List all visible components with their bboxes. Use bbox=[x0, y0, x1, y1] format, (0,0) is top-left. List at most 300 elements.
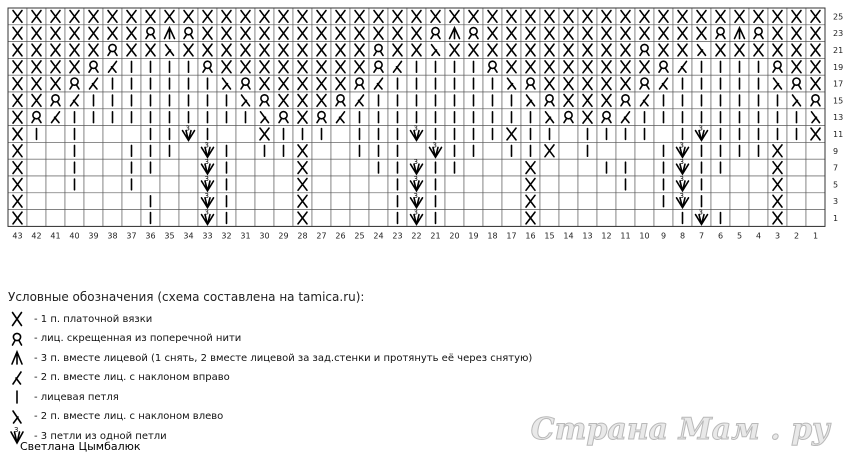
three-from-one-cell bbox=[407, 209, 426, 227]
knit-stitch-cell bbox=[635, 126, 654, 143]
crossed-stitch-cell bbox=[616, 25, 635, 42]
knit-stitch-cell bbox=[350, 109, 369, 126]
empty-cell bbox=[806, 142, 825, 159]
crossed-stitch-cell bbox=[483, 25, 502, 42]
crossed-stitch-cell bbox=[597, 25, 616, 42]
knit-stitch-cell bbox=[445, 159, 464, 176]
empty-cell bbox=[483, 142, 502, 159]
knit-stitch-cell bbox=[730, 58, 749, 75]
crossed-stitch-cell bbox=[312, 25, 331, 42]
empty-cell bbox=[749, 193, 768, 210]
column-label: 2 bbox=[793, 231, 800, 241]
legend-text: - лицевая петля bbox=[34, 391, 119, 403]
svg-text:3: 3 bbox=[413, 175, 418, 183]
crossed-stitch-cell bbox=[8, 210, 27, 227]
knit-stitch-cell bbox=[692, 109, 711, 126]
crossed-stitch-cell bbox=[331, 25, 350, 42]
knit-stitch-cell bbox=[141, 142, 160, 159]
empty-cell bbox=[255, 193, 274, 210]
crossed-stitch-cell bbox=[274, 8, 293, 25]
knit-stitch-cell bbox=[65, 126, 84, 143]
column-label: 26 bbox=[335, 231, 346, 241]
k2tog-left-icon bbox=[8, 408, 30, 426]
crossed-stitch-cell bbox=[8, 92, 27, 109]
crossed-stitch-cell bbox=[198, 25, 217, 42]
crossed-stitch-cell bbox=[654, 8, 673, 25]
three-together-icon bbox=[8, 349, 30, 367]
empty-cell bbox=[331, 159, 350, 176]
twisted-knit-cell bbox=[369, 42, 388, 59]
crossed-stitch-cell bbox=[312, 75, 331, 92]
crossed-stitch-cell bbox=[350, 25, 369, 42]
svg-text:3: 3 bbox=[679, 175, 684, 183]
knit-stitch-cell bbox=[160, 92, 179, 109]
knit-stitch-cell bbox=[692, 142, 711, 159]
empty-cell bbox=[122, 210, 141, 227]
knit-stitch-cell bbox=[445, 126, 464, 143]
crossed-stitch-cell bbox=[217, 8, 236, 25]
empty-cell bbox=[65, 193, 84, 210]
crossed-stitch-cell bbox=[426, 8, 445, 25]
crossed-stitch-cell bbox=[27, 42, 46, 59]
knit-stitch-cell bbox=[103, 92, 122, 109]
knit-stitch-cell bbox=[464, 75, 483, 92]
column-label: 24 bbox=[373, 231, 384, 241]
knit-stitch-cell bbox=[198, 75, 217, 92]
twisted-knit-cell bbox=[768, 58, 787, 75]
column-label: 18 bbox=[487, 231, 498, 241]
crossed-stitch-cell bbox=[673, 42, 692, 59]
column-label: 4 bbox=[755, 231, 762, 241]
crossed-stitch-cell bbox=[806, 75, 825, 92]
crossed-stitch-cell bbox=[445, 42, 464, 59]
empty-cell bbox=[502, 176, 521, 193]
crossed-stitch-cell bbox=[768, 142, 787, 159]
crossed-stitch-cell bbox=[483, 8, 502, 25]
empty-cell bbox=[502, 193, 521, 210]
three-from-one-cell bbox=[692, 209, 711, 227]
crossed-stitch-cell bbox=[179, 8, 198, 25]
twisted-knit-cell bbox=[635, 42, 654, 59]
three-from-one-cell bbox=[198, 158, 217, 176]
empty-cell bbox=[255, 176, 274, 193]
knit-stitch-cell bbox=[217, 92, 236, 109]
empty-cell bbox=[236, 126, 255, 143]
crossed-stitch-cell bbox=[635, 8, 654, 25]
knit-stitch-cell bbox=[711, 159, 730, 176]
empty-cell bbox=[46, 159, 65, 176]
crossed-stitch-cell bbox=[65, 25, 84, 42]
empty-cell bbox=[730, 193, 749, 210]
knit-stitch-cell bbox=[426, 109, 445, 126]
empty-cell bbox=[84, 176, 103, 193]
knit-stitch-cell bbox=[426, 176, 445, 193]
twisted-knit-cell bbox=[711, 25, 730, 42]
twisted-knit-cell bbox=[464, 25, 483, 42]
empty-cell bbox=[103, 193, 122, 210]
empty-cell bbox=[350, 176, 369, 193]
crossed-stitch-cell bbox=[46, 42, 65, 59]
crossed-stitch-cell bbox=[236, 42, 255, 59]
crossed-stitch-cell bbox=[654, 42, 673, 59]
empty-cell bbox=[331, 142, 350, 159]
knit-stitch-cell bbox=[521, 109, 540, 126]
knit-stitch-cell bbox=[179, 75, 198, 92]
crossed-stitch-cell bbox=[597, 8, 616, 25]
knit-stitch-cell bbox=[711, 126, 730, 143]
svg-text:3: 3 bbox=[204, 208, 209, 217]
crossed-stitch-cell bbox=[8, 193, 27, 210]
empty-cell bbox=[483, 193, 502, 210]
empty-cell bbox=[350, 159, 369, 176]
column-label: 40 bbox=[69, 231, 80, 241]
crossed-stitch-cell bbox=[521, 176, 540, 193]
svg-text:3: 3 bbox=[185, 124, 190, 133]
knit-stitch-cell bbox=[141, 109, 160, 126]
k2tog-left-cell bbox=[255, 109, 274, 126]
svg-text:3: 3 bbox=[204, 158, 209, 167]
knit-stitch-cell bbox=[692, 193, 711, 210]
crossed-stitch-cell bbox=[293, 92, 312, 109]
crossed-stitch-cell bbox=[464, 8, 483, 25]
crossed-stitch-cell bbox=[27, 58, 46, 75]
crossed-stitch-cell bbox=[578, 109, 597, 126]
empty-cell bbox=[236, 176, 255, 193]
knit-stitch-cell bbox=[445, 92, 464, 109]
crossed-stitch-cell bbox=[407, 25, 426, 42]
crossed-stitch-cell bbox=[616, 8, 635, 25]
knit-stitch-cell bbox=[578, 142, 597, 159]
knit-stitch-cell bbox=[521, 126, 540, 143]
knit-stitch-cell bbox=[464, 92, 483, 109]
crossed-stitch-cell bbox=[8, 8, 27, 25]
empty-cell bbox=[597, 193, 616, 210]
twisted-knit-cell bbox=[255, 92, 274, 109]
empty-cell bbox=[597, 210, 616, 227]
crossed-stitch-cell bbox=[236, 58, 255, 75]
k2tog-left-cell bbox=[787, 92, 806, 109]
svg-text:3: 3 bbox=[413, 124, 418, 133]
knit-stitch-cell bbox=[122, 92, 141, 109]
crossed-stitch-cell bbox=[160, 8, 179, 25]
crossed-stitch-cell bbox=[673, 25, 692, 42]
crossed-stitch-cell bbox=[84, 42, 103, 59]
empty-cell bbox=[407, 142, 426, 159]
knit-stitch-cell bbox=[84, 109, 103, 126]
crossed-stitch-cell bbox=[293, 8, 312, 25]
k2tog-right-icon bbox=[8, 369, 30, 387]
row-label: 13 bbox=[833, 113, 844, 123]
crossed-stitch-cell bbox=[502, 42, 521, 59]
twisted-knit-cell bbox=[103, 42, 122, 59]
row-label: 25 bbox=[833, 12, 844, 22]
knit-stitch-cell bbox=[730, 126, 749, 143]
empty-cell bbox=[122, 193, 141, 210]
empty-cell bbox=[160, 193, 179, 210]
empty-cell bbox=[654, 210, 673, 227]
empty-cell bbox=[654, 126, 673, 143]
column-label: 14 bbox=[563, 231, 574, 241]
row-label: 5 bbox=[833, 180, 839, 190]
crossed-stitch-cell bbox=[255, 75, 274, 92]
knit-stitch-cell bbox=[141, 92, 160, 109]
knit-stitch-cell bbox=[711, 58, 730, 75]
crossed-stitch-cell bbox=[217, 58, 236, 75]
knit-stitch-cell bbox=[388, 126, 407, 143]
crossed-stitch-cell bbox=[217, 25, 236, 42]
crossed-stitch-cell bbox=[46, 58, 65, 75]
empty-cell bbox=[350, 210, 369, 227]
crossed-stitch-cell bbox=[559, 92, 578, 109]
crossed-stitch-cell bbox=[559, 58, 578, 75]
knit-stitch-cell bbox=[768, 109, 787, 126]
crossed-stitch-cell bbox=[711, 42, 730, 59]
crossed-stitch-cell bbox=[350, 58, 369, 75]
knit-stitch-cell bbox=[597, 159, 616, 176]
empty-cell bbox=[369, 193, 388, 210]
crossed-stitch-cell bbox=[293, 75, 312, 92]
empty-cell bbox=[274, 193, 293, 210]
crossed-stitch-cell bbox=[521, 193, 540, 210]
crossed-stitch-cell bbox=[8, 25, 27, 42]
empty-cell bbox=[84, 159, 103, 176]
crossed-stitch-cell bbox=[331, 8, 350, 25]
empty-cell bbox=[806, 193, 825, 210]
crossed-stitch-cell bbox=[768, 8, 787, 25]
knit-stitch-cell bbox=[217, 109, 236, 126]
column-label: 21 bbox=[430, 231, 441, 241]
knit-stitch-cell bbox=[350, 126, 369, 143]
knit-stitch-cell bbox=[369, 126, 388, 143]
empty-cell bbox=[103, 210, 122, 227]
column-label: 34 bbox=[183, 231, 194, 241]
knit-stitch-cell bbox=[312, 126, 331, 143]
knit-stitch-cell bbox=[730, 142, 749, 159]
empty-cell bbox=[749, 210, 768, 227]
crossed-stitch-cell bbox=[103, 25, 122, 42]
column-label: 12 bbox=[601, 231, 612, 241]
crossed-stitch-cell bbox=[464, 42, 483, 59]
crossed-stitch-cell bbox=[312, 8, 331, 25]
crossed-stitch-cell bbox=[255, 126, 274, 143]
knit-stitch-cell bbox=[711, 210, 730, 227]
knit-stitch-cell bbox=[179, 109, 198, 126]
crossed-stitch-cell bbox=[578, 25, 597, 42]
knit-stitch-cell bbox=[426, 126, 445, 143]
column-label: 38 bbox=[107, 231, 118, 241]
knit-stitch-cell bbox=[692, 176, 711, 193]
knit-stitch-cell bbox=[673, 210, 692, 227]
crossed-stitch-cell bbox=[521, 8, 540, 25]
knit-stitch-cell bbox=[635, 109, 654, 126]
crossed-stitch-cell bbox=[46, 25, 65, 42]
empty-cell bbox=[27, 142, 46, 159]
crossed-stitch-cell bbox=[521, 210, 540, 227]
empty-cell bbox=[559, 126, 578, 143]
knit-stitch-cell bbox=[426, 159, 445, 176]
three-from-one-cell bbox=[673, 158, 692, 176]
k2tog-right-cell bbox=[350, 92, 369, 109]
k2tog-right-cell bbox=[369, 75, 388, 92]
row-label: 21 bbox=[833, 46, 844, 55]
empty-cell bbox=[179, 193, 198, 210]
knit-stitch-cell bbox=[141, 126, 160, 143]
empty-cell bbox=[160, 159, 179, 176]
crossed-stitch-cell bbox=[502, 58, 521, 75]
svg-text:3: 3 bbox=[698, 124, 703, 133]
knit-stitch-cell bbox=[654, 159, 673, 176]
empty-cell bbox=[730, 176, 749, 193]
column-label: 6 bbox=[717, 231, 724, 241]
knit-stitch-cell bbox=[122, 58, 141, 75]
empty-cell bbox=[445, 210, 464, 227]
column-label: 37 bbox=[126, 231, 137, 241]
crossed-stitch-cell bbox=[8, 142, 27, 159]
k2tog-left-cell bbox=[160, 42, 179, 59]
crossed-stitch-cell bbox=[27, 92, 46, 109]
knit-stitch-cell bbox=[464, 58, 483, 75]
k2tog-left-cell bbox=[236, 92, 255, 109]
crossed-stitch-cell bbox=[540, 58, 559, 75]
three-from-one-cell bbox=[692, 125, 711, 143]
knit-stitch-cell bbox=[654, 92, 673, 109]
twisted-knit-cell bbox=[749, 25, 768, 42]
empty-cell bbox=[84, 142, 103, 159]
crossed-stitch-cell bbox=[654, 25, 673, 42]
svg-text:3: 3 bbox=[204, 191, 209, 200]
knit-stitch-cell bbox=[445, 75, 464, 92]
svg-text:3: 3 bbox=[413, 191, 418, 200]
crossed-stitch-cell bbox=[407, 8, 426, 25]
knit-stitch-cell bbox=[236, 109, 255, 126]
knit-stitch-cell bbox=[711, 142, 730, 159]
crossed-stitch-cell bbox=[141, 8, 160, 25]
svg-text:3: 3 bbox=[679, 141, 684, 150]
twisted-knit-cell bbox=[559, 109, 578, 126]
row-label: 9 bbox=[833, 146, 839, 156]
crossed-stitch-cell bbox=[673, 8, 692, 25]
svg-text:3: 3 bbox=[679, 191, 684, 200]
crossed-stitch-cell bbox=[445, 8, 464, 25]
empty-cell bbox=[635, 142, 654, 159]
crossed-stitch-cell bbox=[8, 75, 27, 92]
knit-stitch-cell bbox=[768, 126, 787, 143]
crossed-stitch-cell bbox=[293, 159, 312, 176]
knit-stitch-cell bbox=[540, 126, 559, 143]
empty-cell bbox=[464, 159, 483, 176]
twisted-knit-cell bbox=[236, 75, 255, 92]
crossed-stitch-cell bbox=[749, 8, 768, 25]
crossed-stitch-cell bbox=[293, 58, 312, 75]
knit-stitch-cell bbox=[673, 75, 692, 92]
legend-text: - лиц. скрещенная из поперечной нити bbox=[34, 333, 242, 344]
column-label: 41 bbox=[50, 231, 61, 241]
empty-cell bbox=[730, 210, 749, 227]
knit-stitch-cell bbox=[426, 58, 445, 75]
svg-text:3: 3 bbox=[14, 427, 19, 434]
knit-stitch-cell bbox=[84, 92, 103, 109]
empty-cell bbox=[331, 193, 350, 210]
empty-cell bbox=[236, 210, 255, 227]
knit-stitch-cell bbox=[350, 142, 369, 159]
crossed-stitch-cell bbox=[388, 8, 407, 25]
empty-cell bbox=[616, 193, 635, 210]
column-label: 5 bbox=[736, 231, 743, 241]
crossed-stitch-cell bbox=[806, 42, 825, 59]
knit-stitch-cell bbox=[692, 75, 711, 92]
twisted-knit-cell bbox=[274, 109, 293, 126]
crossed-stitch-icon bbox=[8, 310, 30, 328]
knit-stitch-cell bbox=[122, 176, 141, 193]
crossed-stitch-cell bbox=[540, 25, 559, 42]
knit-stitch-cell bbox=[388, 193, 407, 210]
empty-cell bbox=[559, 159, 578, 176]
three-from-one-cell bbox=[673, 192, 692, 210]
crossed-stitch-cell bbox=[768, 176, 787, 193]
knit-stitch-cell bbox=[293, 126, 312, 143]
empty-cell bbox=[578, 193, 597, 210]
row-label: 1 bbox=[833, 214, 839, 223]
svg-text:3: 3 bbox=[204, 141, 209, 150]
crossed-stitch-cell bbox=[369, 25, 388, 42]
crossed-stitch-cell bbox=[293, 109, 312, 126]
crossed-stitch-cell bbox=[521, 42, 540, 59]
column-label: 31 bbox=[240, 231, 251, 241]
empty-cell bbox=[27, 159, 46, 176]
crossed-stitch-cell bbox=[730, 42, 749, 59]
crossed-stitch-cell bbox=[236, 25, 255, 42]
k2tog-left-cell bbox=[540, 109, 559, 126]
crossed-stitch-cell bbox=[787, 58, 806, 75]
knit-stitch-cell bbox=[388, 210, 407, 227]
row-label: 15 bbox=[833, 96, 844, 106]
crossed-stitch-cell bbox=[502, 25, 521, 42]
k2tog-right-cell bbox=[103, 58, 122, 75]
empty-cell bbox=[236, 142, 255, 159]
column-label: 11 bbox=[620, 231, 631, 241]
column-label: 33 bbox=[202, 231, 213, 241]
empty-cell bbox=[46, 193, 65, 210]
knit-stitch-cell bbox=[483, 92, 502, 109]
crossed-stitch-cell bbox=[198, 8, 217, 25]
knit-stitch-cell bbox=[654, 176, 673, 193]
crossed-stitch-cell bbox=[350, 8, 369, 25]
empty-cell bbox=[179, 159, 198, 176]
knit-stitch-cell bbox=[730, 75, 749, 92]
knit-stitch-cell bbox=[369, 159, 388, 176]
crossed-stitch-cell bbox=[616, 42, 635, 59]
crossed-stitch-cell bbox=[635, 58, 654, 75]
k2tog-left-cell bbox=[426, 42, 445, 59]
column-label: 9 bbox=[660, 231, 667, 241]
empty-cell bbox=[787, 210, 806, 227]
column-label: 30 bbox=[259, 231, 270, 241]
empty-cell bbox=[331, 176, 350, 193]
empty-cell bbox=[787, 159, 806, 176]
empty-cell bbox=[312, 193, 331, 210]
knit-stitch-cell bbox=[122, 109, 141, 126]
twisted-knit-cell bbox=[597, 109, 616, 126]
knit-stitch-cell bbox=[274, 142, 293, 159]
knit-stitch-cell bbox=[692, 58, 711, 75]
knit-stitch-cell bbox=[692, 159, 711, 176]
crossed-stitch-cell bbox=[502, 126, 521, 143]
knit-stitch-cell bbox=[654, 193, 673, 210]
knit-stitch-cell bbox=[749, 58, 768, 75]
empty-cell bbox=[274, 176, 293, 193]
three-from-one-cell bbox=[198, 192, 217, 210]
knit-stitch-cell bbox=[502, 142, 521, 159]
